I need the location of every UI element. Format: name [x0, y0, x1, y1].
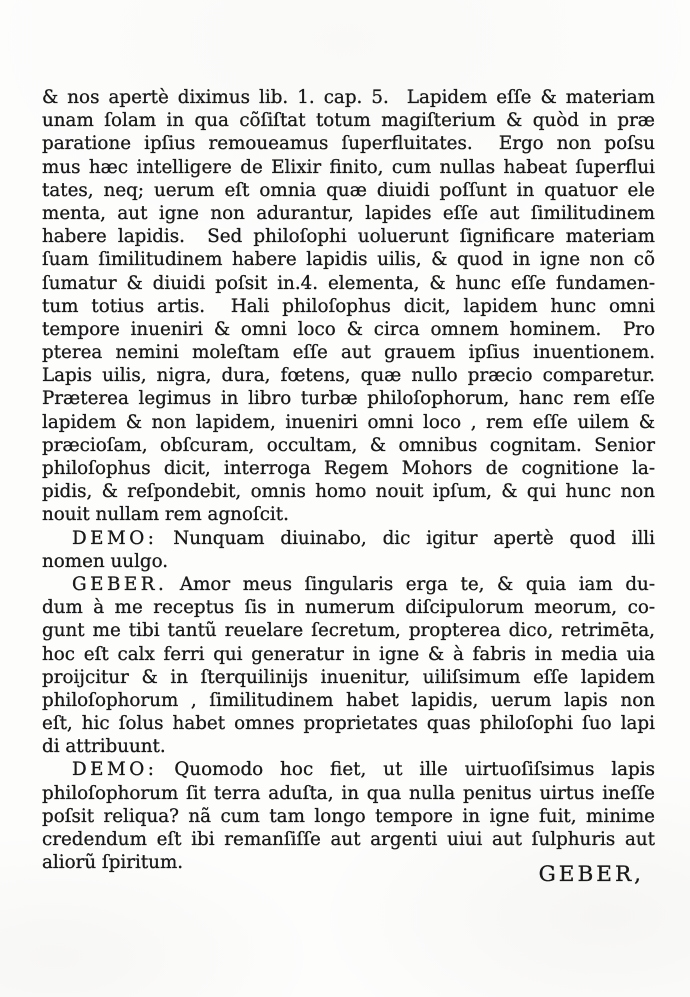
line-text: Amor meus ſingularis erga te, & quia iam du- [179, 573, 655, 595]
text-line [42, 202, 655, 225]
text-line [42, 318, 655, 341]
speaker-label: DEMO: [72, 527, 158, 549]
text-line [42, 341, 655, 364]
line-text: dum à me receptus ſis in numerum diſcipulorum meorum, co- [42, 597, 655, 619]
line-text: di attribuunt. [42, 736, 166, 758]
line-text: Nunquam diuinabo, dic igitur apertè quod illi [173, 527, 655, 549]
line-text: & nos apertè diximus lib. 1. cap. 5. Lapidem eſſe & materiam [42, 87, 655, 108]
text-line [42, 782, 655, 805]
line-text: credendum eſt ibi remanſiſſe aut argenti uiui aut ſulphuris aut [42, 829, 655, 850]
text-line [42, 272, 655, 295]
text-line [42, 712, 655, 735]
line-text: nomen uulgo. [42, 550, 169, 572]
line-text: tates, neq; uerum eſt omnia quæ diuidi poſſunt in quatuor ele [42, 179, 655, 201]
line-text: hoc eſt calx ferri qui generatur in igne & à fabris in media uia [42, 643, 655, 665]
line-text: tum totius artis. Hali philoſophus dicit, lapidem hunc omni [42, 295, 655, 317]
line-text: paratione ipſius remoueamus ſuperfluitates. Ergo non poſsu [42, 133, 655, 155]
text-line [42, 457, 655, 480]
text-line [42, 573, 655, 596]
line-text: philoſophorum , ſimilitudinem habet lapidis, uerum lapis non [42, 689, 655, 711]
line-text: pterea nemini moleſtam eſſe aut grauem ipſius inuentionem. [42, 342, 655, 364]
text-line [42, 596, 655, 619]
speaker-label: DEMO: [72, 759, 158, 781]
line-text: eſt, hic ſolus habet omnes proprietates quas philoſophi ſuo lapi [42, 713, 655, 735]
text-line [42, 503, 655, 526]
text-line [42, 179, 655, 202]
line-text: aliorũ ſpiritum. [42, 852, 184, 874]
text-line [42, 109, 655, 132]
line-text: Lapis uilis, nigra, dura, fœtens, quæ nullo præcio comparetur. [42, 365, 655, 387]
speaker-label: GEBER. [72, 573, 168, 595]
line-text: proijcitur & in ſterquilinijs inuenitur, uiliſsimum eſſe lapidem [42, 666, 655, 688]
line-text: unam ſolam in qua cõſiſtat totum magiſterium & quòd in præ [42, 110, 655, 132]
text-line [42, 132, 655, 155]
text-line [42, 619, 655, 642]
line-text: Quomodo hoc fiet, ut ille uirtuoſiſsimus lapis [174, 759, 655, 781]
text-line [42, 550, 655, 573]
line-text: mus hæc intelligere de Elixir finito, cum nullas habeat ſuperflui [42, 156, 655, 178]
line-text: lapidem & non lapidem, inueniri omni loco , rem eſſe uilem & [42, 411, 655, 433]
text-line [42, 805, 655, 828]
text-line [42, 666, 655, 689]
line-text: habere lapidis. Sed philoſophi uoluerunt ſignificare materiam [42, 226, 655, 248]
text-line [42, 86, 655, 109]
line-text: philoſophorum ſit terra aduſta, in qua nulla penitus uirtus ineſſe [42, 782, 655, 804]
text-line [42, 156, 655, 179]
line-text: pidis, & reſpondebit, omnis homo nouit ipſum, & qui hunc non [42, 481, 655, 503]
line-text: philoſophus dicit, interroga Regem Mohors de cognitione la- [42, 458, 655, 479]
line-text: gunt me tibi tantũ reuelare ſecretum, propterea dico, retrimēta, [42, 620, 655, 642]
text-line [42, 411, 655, 434]
line-text: Præterea legimus in libro turbæ philoſophorum, hanc rem eſſe [42, 388, 655, 410]
text-line [42, 643, 655, 666]
text-line [42, 828, 655, 851]
line-text: ſuam ſimilitudinem habere lapidis uilis, & quod in igne non cõ [42, 249, 655, 271]
text-line [42, 758, 655, 781]
text-block [42, 86, 655, 874]
line-text: tempore inueniri & omni loco & circa omnem hominem. Pro [42, 318, 655, 340]
line-text: ſumatur & diuidi poſsit in.4. elementa, & hunc eſſe fundamen- [42, 272, 655, 294]
text-line [42, 364, 655, 387]
catchword: GEBER, [538, 862, 644, 887]
text-line [42, 735, 655, 758]
line-text: menta, aut igne non adurantur, lapides eſſe aut ſimilitudinem [42, 202, 655, 224]
text-line [42, 248, 655, 271]
line-text: poſsit reliqua? nã cum tam longo tempore in igne fuit, minime [42, 805, 655, 827]
text-line [42, 480, 655, 503]
text-line [42, 527, 655, 550]
text-line [42, 434, 655, 457]
line-text: præcioſam, obſcuram, occultam, & omnibus cognitam. Senior [42, 434, 655, 456]
text-line [42, 689, 655, 712]
text-line [42, 387, 655, 410]
line-text: nouit nullam rem agnoſcit. [42, 504, 289, 526]
text-line [42, 295, 655, 318]
text-line [42, 225, 655, 248]
